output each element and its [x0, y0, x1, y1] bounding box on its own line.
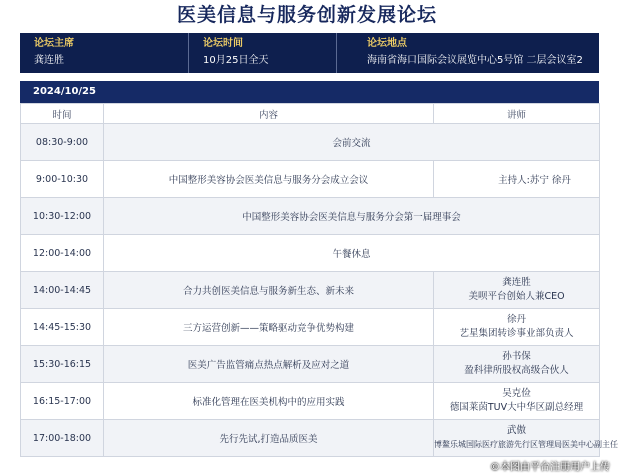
- row-content: 先行先试,打造品质医美: [104, 420, 434, 457]
- table-row: [21, 346, 600, 383]
- row-speaker: [434, 346, 600, 383]
- row-content: 医美广告监管痛点热点解析及应对之道: [104, 346, 434, 383]
- row-time: 9:00-10:30: [21, 161, 104, 198]
- forum-host-label: 论坛主席: [34, 38, 74, 49]
- upload-watermark: ©本图由平台注册用户上传: [490, 462, 610, 473]
- header-content: 内容: [104, 104, 434, 124]
- row-speaker: [434, 420, 618, 457]
- table-row: [21, 272, 600, 309]
- row-speaker: [434, 309, 600, 346]
- row-speaker: 主持人:苏宁 徐丹: [434, 161, 600, 198]
- forum-host-value: 龚连胜: [34, 55, 64, 66]
- table-row: [21, 235, 600, 272]
- speaker-name: 徐丹: [506, 314, 526, 325]
- row-time: 14:45-15:30: [21, 309, 104, 346]
- header-speaker: 讲师: [434, 104, 600, 124]
- forum-info-bar: [20, 33, 599, 73]
- speaker-name: 孙书保: [502, 351, 531, 362]
- table-row: [21, 161, 600, 198]
- table-row: [21, 198, 600, 235]
- schedule-table: [20, 103, 618, 457]
- speaker-title: 美呗平台创始人兼CEO: [468, 291, 565, 302]
- row-content: 中国整形美容协会医美信息与服务分会第一届理事会: [104, 198, 600, 235]
- forum-host-cell: [20, 33, 188, 73]
- speaker-title: 博鳌乐城国际医疗旅游先行区管理局医美中心副主任: [434, 440, 618, 449]
- forum-time-value: 10月25日全天: [203, 55, 269, 66]
- forum-time-cell: [188, 33, 336, 73]
- speaker-title: 盈科律所股权高级合伙人: [464, 365, 569, 376]
- row-time: 12:00-14:00: [21, 235, 104, 272]
- forum-place-cell: [336, 33, 599, 73]
- table-row: [21, 383, 600, 420]
- row-speaker: [434, 272, 600, 309]
- row-speaker: [434, 383, 600, 420]
- row-content: 合力共创医美信息与服务新生态、新未来: [104, 272, 434, 309]
- row-content: 中国整形美容协会医美信息与服务分会成立会议: [104, 161, 434, 198]
- speaker-name: 龚连胜: [502, 277, 531, 288]
- speaker-name: 吴克俭: [502, 388, 531, 399]
- row-time: 15:30-16:15: [21, 346, 104, 383]
- row-content: 午餐休息: [104, 235, 600, 272]
- forum-title: 医美信息与服务创新发展论坛: [176, 4, 437, 26]
- row-time: 17:00-18:00: [21, 420, 104, 457]
- table-row: [21, 420, 600, 457]
- row-content: 三方运营创新——策略驱动竞争优势构建: [104, 309, 434, 346]
- header-time: 时间: [21, 104, 104, 124]
- schedule-header-row: [21, 104, 600, 124]
- speaker-name: 武傲: [506, 425, 526, 436]
- forum-time-label: 论坛时间: [203, 38, 243, 49]
- forum-place-value: 海南省海口国际会议展览中心5号馆 二层会议室2: [367, 55, 583, 66]
- speaker-title: 艺星集团转诊事业部负责人: [459, 328, 574, 339]
- row-time: 10:30-12:00: [21, 198, 104, 235]
- row-content: 标准化管理在医美机构中的应用实践: [104, 383, 434, 420]
- row-time: 16:15-17:00: [21, 383, 104, 420]
- forum-place-label: 论坛地点: [367, 38, 407, 49]
- row-content: 会前交流: [104, 124, 600, 161]
- table-row: [21, 124, 600, 161]
- table-row: [21, 309, 600, 346]
- row-time: 14:00-14:45: [21, 272, 104, 309]
- speaker-title: 德国莱茵TUV大中华区副总经理: [449, 402, 584, 413]
- schedule-date: 2024/10/25: [20, 81, 599, 103]
- row-time: 08:30-9:00: [21, 124, 104, 161]
